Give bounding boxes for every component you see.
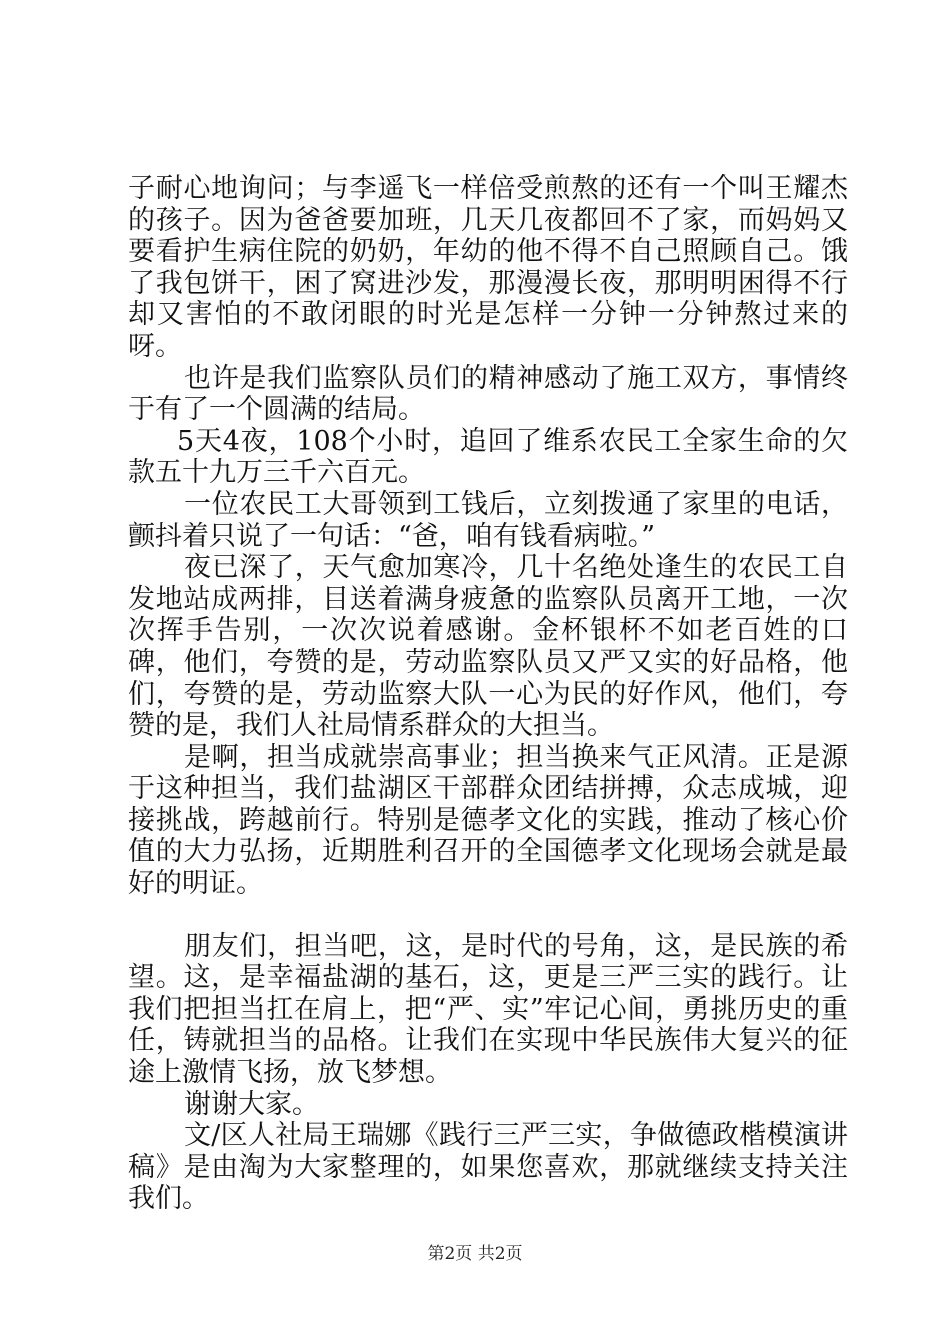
paragraph-farewell: 夜已深了，天气愈加寒冷，几十名绝处逢生的农民工自发地站成两排，目送着满身疲惫的监察队员离开工地，一次次挥手告别，一次次说着感谢。金杯银杯不如老百姓的口碑，他们，夸赞的是，劳动监察队员又严又实的好品格，他们，夸赞的是，劳动监察大队一心为民的好作风，他们，夸赞的是，我们人社局情系群众的大担当。 (128, 552, 848, 742)
paragraph-recovered-wages: 5天4夜，108个小时，追回了维系农民工全家生命的欠款五十九万三千六百元。 (128, 425, 848, 489)
paragraph-spacer (128, 900, 848, 931)
page-footer: 第2页 共2页 (427, 1244, 523, 1264)
paragraph-continued: 子耐心地询问；与李遥飞一样倍受煎熬的还有一个叫王耀杰的孩子。因为爸爸要加班，几天几夜都回不了家，而妈妈又要看护生病住院的奶奶，年幼的他不得不自己照顾自己。饿了我包饼干，困了窝进沙发，那漫漫长夜，那明明困得不行却又害怕的不敢闭眼的时光是怎样一分钟一分钟熬过来的呀。 (128, 173, 848, 362)
paragraph-source-note: 文/区人社局王瑞娜《践行三严三实，争做德政楷模演讲稿》是由淘为大家整理的，如果您喜欢，那就继续支持关注我们。 (128, 1120, 848, 1215)
paragraph-phone-call: 一位农民工大哥领到工钱后，立刻拨通了家里的电话，颤抖着只说了一句话：“爸，咱有钱看病啦。” (128, 488, 848, 552)
paragraph-thanks: 谢谢大家。 (184, 1088, 319, 1120)
paragraph-call-to-action: 朋友们，担当吧，这，是时代的号角，这，是民族的希望。这，是幸福盐湖的基石，这，更是三严三实的践行。让我们把担当扛在肩上，把“严、实”牢记心间，勇挑历史的重任，铸就担当的品格。让我们在实现中华民族伟大复兴的征途上激情飞扬，放飞梦想。 (128, 930, 848, 1089)
paragraph-responsibility: 是啊，担当成就崇高事业；担当换来气正风清。正是源于这种担当，我们盐湖区干部群众团结拼搏，众志成城，迎接挑战，跨越前行。特别是德孝文化的实践，推动了核心价值的大力弘扬，近期胜利召开的全国德孝文化现场会就是最好的明证。 (128, 741, 848, 900)
document-body (128, 173, 848, 1215)
paragraph-resolution: 也许是我们监察队员们的精神感动了施工双方，事情终于有了一个圆满的结局。 (128, 362, 848, 426)
